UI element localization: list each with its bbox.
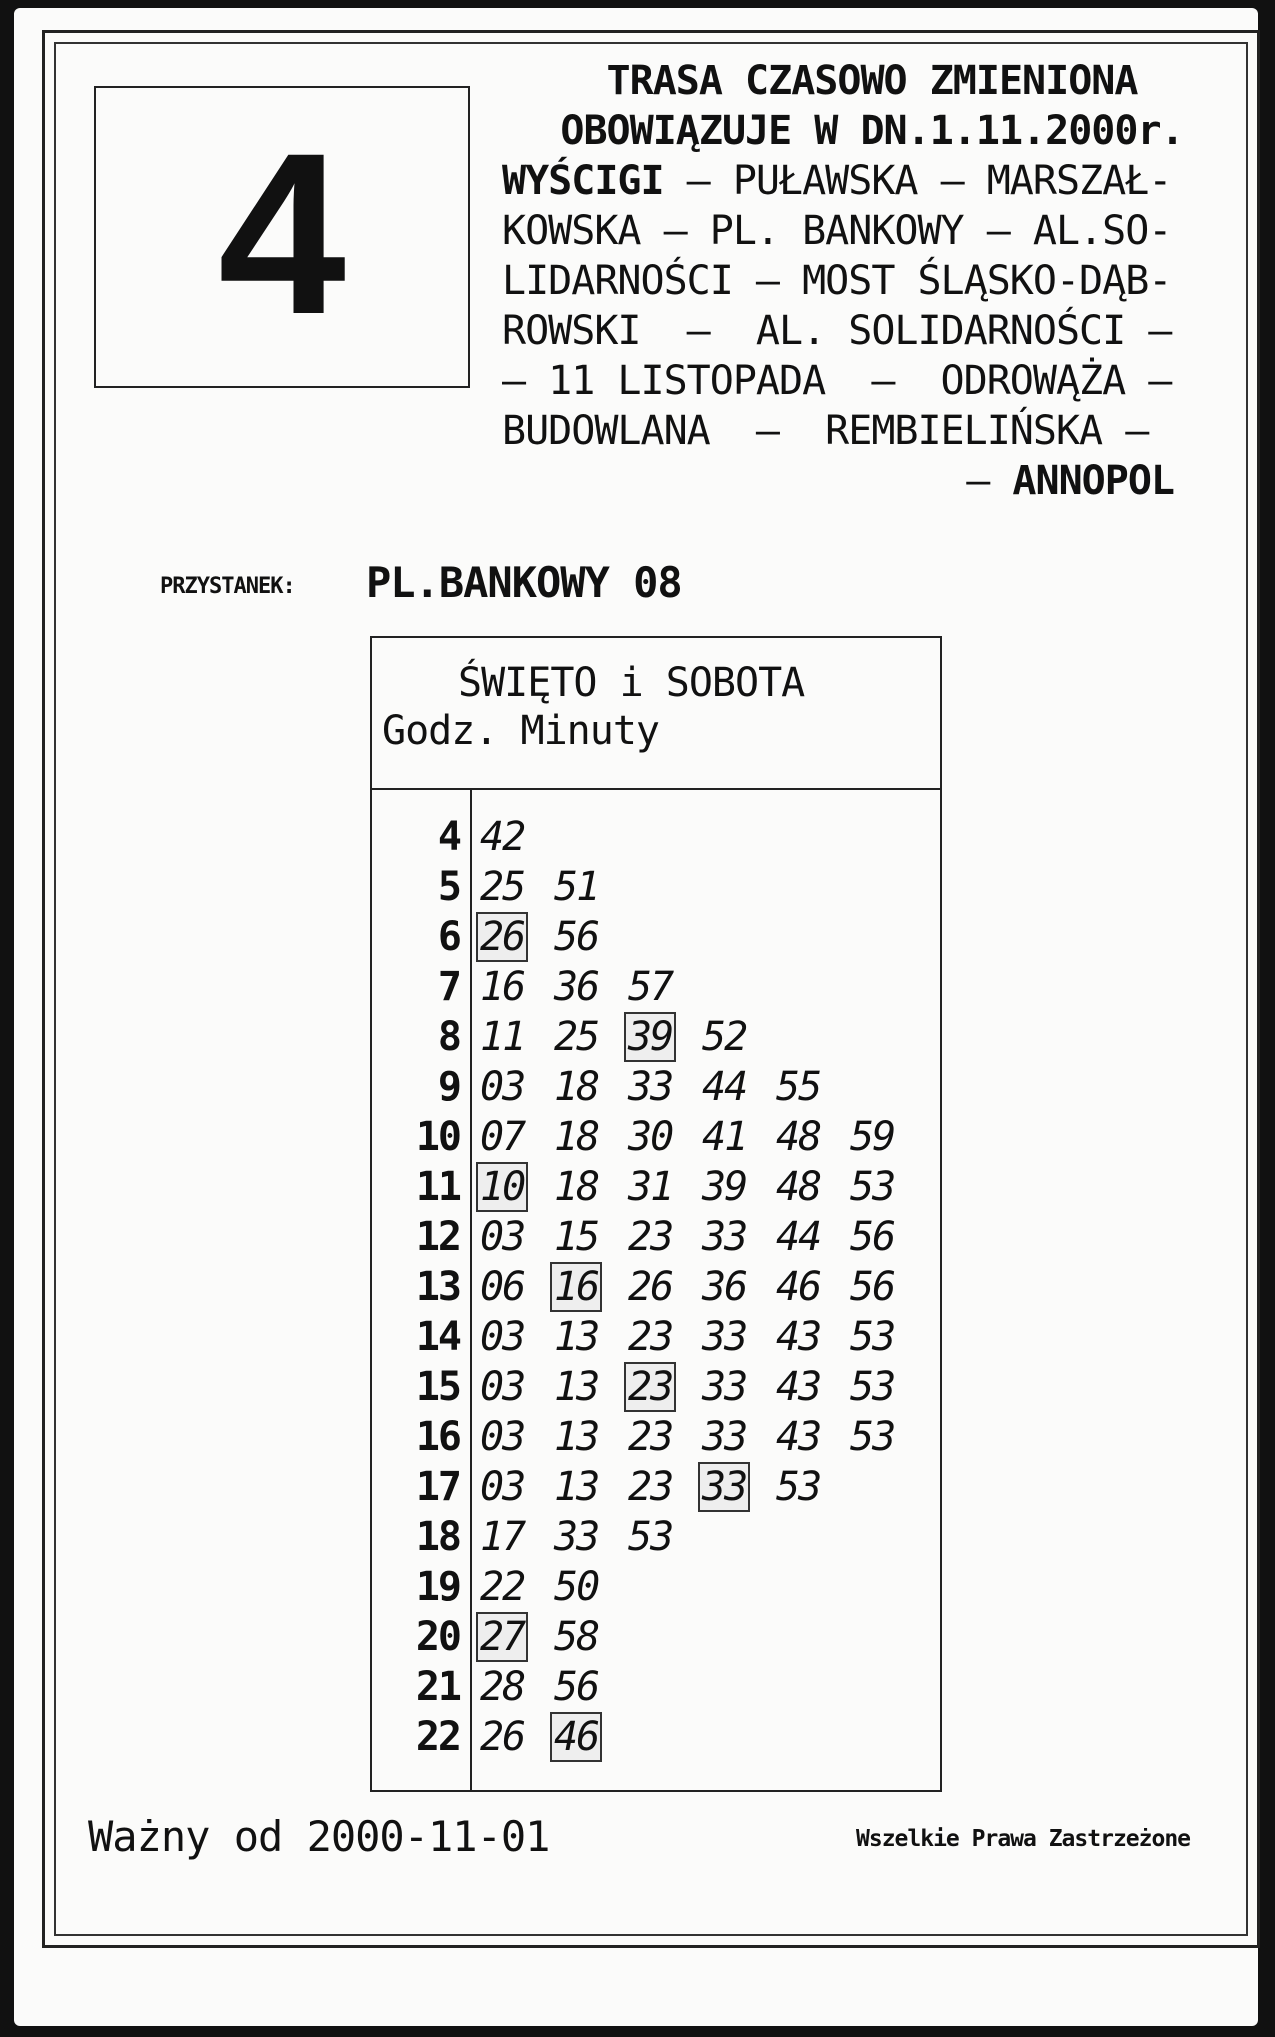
route-line-3-rest: – PUŁAWSKA – MARSZAŁ-: [663, 158, 1172, 204]
minute-value: 13: [554, 1464, 599, 1510]
hour-cell: 18: [415, 1514, 460, 1560]
stop-label: PRZYSTANEK:: [160, 574, 295, 599]
minute: [554, 1614, 628, 1660]
minute-value: 28: [480, 1664, 525, 1710]
minute-value: 16: [480, 964, 525, 1010]
minute: [776, 1414, 850, 1460]
minute-value: 03: [480, 1464, 525, 1510]
minute-value: 26: [628, 1264, 673, 1310]
minute-value: 07: [480, 1114, 525, 1160]
table-row: [372, 912, 940, 962]
minute-value: 57: [628, 964, 673, 1010]
stop-name: PL.BANKOWY 08: [366, 558, 682, 607]
table-row: [372, 1112, 940, 1162]
minute: [850, 1114, 924, 1160]
minute: [850, 1264, 924, 1310]
minute-value: 56: [554, 914, 599, 960]
minute-boxed: [628, 1364, 702, 1410]
minute: [776, 1164, 850, 1210]
minute: [480, 1214, 554, 1260]
minute-value: 55: [776, 1064, 821, 1110]
minute: [480, 1514, 554, 1560]
route-notice-line-1: TRASA CZASOWO ZMIENIONA: [606, 58, 1138, 104]
minute: [776, 1114, 850, 1160]
copyright-notice: Wszelkie Prawa Zastrzeżone: [856, 1826, 1191, 1852]
minute-value: 53: [776, 1464, 821, 1510]
minute: [776, 1464, 850, 1510]
minute-value: 33: [554, 1514, 599, 1560]
route-line-4: KOWSKA – PL. BANKOWY – AL.SO-: [502, 208, 1172, 254]
minute-value: 46: [550, 1712, 602, 1762]
minute-value: 56: [554, 1664, 599, 1710]
minute-value: 06: [480, 1264, 525, 1310]
minute-value: 26: [480, 1714, 525, 1760]
minutes-cell: [480, 1514, 702, 1560]
minute-value: 43: [776, 1314, 821, 1360]
minute: [776, 1064, 850, 1110]
table-row: [372, 1312, 940, 1362]
hour-cell: 19: [415, 1564, 460, 1610]
minute-value: 33: [702, 1314, 747, 1360]
minute: [554, 1364, 628, 1410]
minute: [702, 1214, 776, 1260]
minute-value: 30: [628, 1114, 673, 1160]
minutes-cell: [480, 864, 628, 910]
minute: [554, 1564, 628, 1610]
minute: [480, 1364, 554, 1410]
table-row: [372, 1062, 940, 1112]
hour-cell: 15: [415, 1364, 460, 1410]
table-row: [372, 812, 940, 862]
minute-value: 39: [624, 1012, 676, 1062]
minute-value: 44: [776, 1214, 821, 1260]
minute: [554, 1514, 628, 1560]
minute: [480, 1314, 554, 1360]
table-row: [372, 962, 940, 1012]
line-number: 4: [218, 105, 346, 362]
minute-value: 48: [776, 1114, 821, 1160]
minutes-cell: [480, 1364, 924, 1410]
table-row: [372, 1412, 940, 1462]
table-row: [372, 862, 940, 912]
route-end-dash: –: [966, 458, 1013, 504]
table-row: [372, 1712, 940, 1762]
table-row: [372, 1662, 940, 1712]
minute-value: 52: [702, 1014, 747, 1060]
minute: [554, 1414, 628, 1460]
minute-value: 23: [628, 1414, 673, 1460]
minute: [554, 1014, 628, 1060]
route-line-6: ROWSKI – AL. SOLIDARNOŚCI –: [502, 308, 1172, 354]
minute-value: 26: [476, 912, 528, 962]
minute-value: 46: [776, 1264, 821, 1310]
table-row: [372, 1512, 940, 1562]
minute: [628, 1464, 702, 1510]
minute: [776, 1264, 850, 1310]
minute: [554, 1314, 628, 1360]
minute-boxed: [480, 1164, 554, 1210]
minutes-cell: [480, 814, 554, 860]
minute: [554, 1664, 628, 1710]
minute-value: 31: [628, 1164, 673, 1210]
minute: [628, 1214, 702, 1260]
minute-value: 23: [624, 1362, 676, 1412]
hour-cell: 12: [415, 1214, 460, 1260]
valid-from: Ważny od 2000-11-01: [88, 1812, 550, 1861]
minute: [702, 1264, 776, 1310]
minute-value: 25: [480, 864, 525, 910]
minutes-cell: [480, 1714, 628, 1760]
hour-cell: 6: [437, 914, 460, 960]
minute: [702, 1364, 776, 1410]
minute: [554, 1464, 628, 1510]
hour-cell: 9: [437, 1064, 460, 1110]
minute: [554, 864, 628, 910]
minutes-cell: [480, 1414, 924, 1460]
minute-value: 56: [850, 1264, 895, 1310]
minute-value: 33: [702, 1414, 747, 1460]
minute: [554, 914, 628, 960]
route-line-8: BUDOWLANA – REMBIELIŃSKA –: [502, 408, 1149, 454]
minutes-cell: [480, 964, 702, 1010]
table-row: [372, 1562, 940, 1612]
minute: [554, 1064, 628, 1110]
minute: [554, 964, 628, 1010]
minutes-cell: [480, 1314, 924, 1360]
minute: [480, 1464, 554, 1510]
minute-value: 17: [480, 1514, 525, 1560]
minute: [480, 1264, 554, 1310]
hour-cell: 5: [437, 864, 460, 910]
minute: [850, 1314, 924, 1360]
minute-value: 33: [702, 1364, 747, 1410]
route-line-3: [502, 156, 1222, 206]
minute-value: 56: [850, 1214, 895, 1260]
hour-cell: 21: [415, 1664, 460, 1710]
minute-value: 33: [702, 1214, 747, 1260]
minute: [554, 1214, 628, 1260]
minute-value: 53: [628, 1514, 673, 1560]
minute-value: 22: [480, 1564, 525, 1610]
minute-value: 58: [554, 1614, 599, 1660]
minute: [850, 1164, 924, 1210]
minute-value: 42: [480, 814, 525, 860]
minute: [628, 1264, 702, 1310]
minute-value: 53: [850, 1164, 895, 1210]
line-number-box: [94, 86, 470, 388]
minutes-cell: [480, 1164, 924, 1210]
minute-value: 53: [850, 1314, 895, 1360]
minute-value: 44: [702, 1064, 747, 1110]
minute-value: 25: [554, 1014, 599, 1060]
minutes-cell: [480, 1264, 924, 1310]
minute: [702, 1314, 776, 1360]
minutes-cell: [480, 1114, 924, 1160]
minute: [702, 1064, 776, 1110]
minute: [702, 1414, 776, 1460]
minute: [480, 1114, 554, 1160]
minute: [628, 964, 702, 1010]
minute: [480, 1064, 554, 1110]
minute-value: 53: [850, 1414, 895, 1460]
minute: [480, 1664, 554, 1710]
minutes-cell: [480, 1014, 776, 1060]
minute-value: 03: [480, 1414, 525, 1460]
column-headers: Godz. Minuty: [382, 708, 659, 754]
minute-value: 43: [776, 1364, 821, 1410]
table-header: [372, 638, 940, 790]
minutes-cell: [480, 1664, 628, 1710]
minute: [628, 1114, 702, 1160]
hour-cell: 13: [415, 1264, 460, 1310]
hour-cell: 20: [415, 1614, 460, 1660]
timetable-sheet: [14, 8, 1258, 2026]
minute-value: 50: [554, 1564, 599, 1610]
hour-cell: 16: [415, 1414, 460, 1460]
minute-value: 03: [480, 1314, 525, 1360]
minutes-cell: [480, 1464, 850, 1510]
minute: [628, 1314, 702, 1360]
route-line-5: LIDARNOŚCI – MOST ŚLĄSKO-DĄB-: [502, 258, 1172, 304]
route-end-stop: ANNOPOL: [1012, 458, 1174, 504]
minute-value: 43: [776, 1414, 821, 1460]
minute: [850, 1364, 924, 1410]
minute: [480, 814, 554, 860]
minute-value: 13: [554, 1314, 599, 1360]
minute-value: 23: [628, 1314, 673, 1360]
minute: [554, 1114, 628, 1160]
minute: [776, 1364, 850, 1410]
route-description: [502, 56, 1222, 506]
minutes-cell: [480, 1214, 924, 1260]
minutes-cell: [480, 1564, 628, 1610]
table-row: [372, 1262, 940, 1312]
hour-cell: 22: [415, 1714, 460, 1760]
minute-value: 51: [554, 864, 599, 910]
minute: [480, 1714, 554, 1760]
departure-table: [370, 636, 942, 1792]
day-type: ŚWIĘTO i SOBOTA: [458, 660, 805, 706]
minute-value: 59: [850, 1114, 895, 1160]
minute: [480, 1564, 554, 1610]
route-line-9: [502, 456, 1222, 506]
minutes-cell: [480, 1614, 628, 1660]
minute-value: 16: [550, 1262, 602, 1312]
route-notice-line-2: OBOWIĄZUJE W DN.1.11.2000r.: [560, 108, 1184, 154]
minute-boxed: [702, 1464, 776, 1510]
hour-cell: 17: [415, 1464, 460, 1510]
minute-value: 48: [776, 1164, 821, 1210]
minute: [628, 1414, 702, 1460]
hour-cell: 7: [437, 964, 460, 1010]
minute-value: 53: [850, 1364, 895, 1410]
minute-value: 13: [554, 1364, 599, 1410]
minute: [702, 1014, 776, 1060]
minute-boxed: [480, 914, 554, 960]
minute-value: 03: [480, 1364, 525, 1410]
hour-cell: 10: [415, 1114, 460, 1160]
minute-value: 36: [702, 1264, 747, 1310]
minute-value: 18: [554, 1164, 599, 1210]
minute: [702, 1114, 776, 1160]
minute-boxed: [628, 1014, 702, 1060]
minute-value: 33: [698, 1462, 750, 1512]
minute: [480, 1414, 554, 1460]
minute: [850, 1214, 924, 1260]
minute: [480, 864, 554, 910]
table-row: [372, 1362, 940, 1412]
minute-value: 41: [702, 1114, 747, 1160]
minute: [480, 1014, 554, 1060]
minute-value: 03: [480, 1064, 525, 1110]
minutes-cell: [480, 1064, 850, 1110]
minute: [702, 1164, 776, 1210]
table-row: [372, 1612, 940, 1662]
table-row: [372, 1162, 940, 1212]
minute-value: 33: [628, 1064, 673, 1110]
minutes-cell: [480, 914, 628, 960]
hour-cell: 4: [437, 814, 460, 860]
minute-value: 23: [628, 1464, 673, 1510]
minute-value: 23: [628, 1214, 673, 1260]
minute: [776, 1214, 850, 1260]
minute-value: 39: [702, 1164, 747, 1210]
route-line-7: – 11 LISTOPADA – ODROWĄŻA –: [502, 358, 1172, 404]
minute-boxed: [480, 1614, 554, 1660]
departure-rows: [372, 812, 940, 1762]
minute: [850, 1414, 924, 1460]
minute-value: 13: [554, 1414, 599, 1460]
minute: [628, 1514, 702, 1560]
minute: [554, 1164, 628, 1210]
minute-boxed: [554, 1264, 628, 1310]
table-row: [372, 1462, 940, 1512]
minute-value: 10: [476, 1162, 528, 1212]
minute: [628, 1064, 702, 1110]
minute-value: 18: [554, 1064, 599, 1110]
table-row: [372, 1012, 940, 1062]
minute: [628, 1164, 702, 1210]
route-start-stop: WYŚCIGI: [502, 158, 664, 204]
minute-value: 11: [480, 1014, 525, 1060]
minute: [776, 1314, 850, 1360]
minute-value: 18: [554, 1114, 599, 1160]
hour-cell: 8: [437, 1014, 460, 1060]
minute-boxed: [554, 1714, 628, 1760]
minute-value: 27: [476, 1612, 528, 1662]
hour-cell: 14: [415, 1314, 460, 1360]
minute-value: 36: [554, 964, 599, 1010]
minute-value: 15: [554, 1214, 599, 1260]
table-row: [372, 1212, 940, 1262]
hour-cell: 11: [415, 1164, 460, 1210]
minute-value: 03: [480, 1214, 525, 1260]
minute: [480, 964, 554, 1010]
